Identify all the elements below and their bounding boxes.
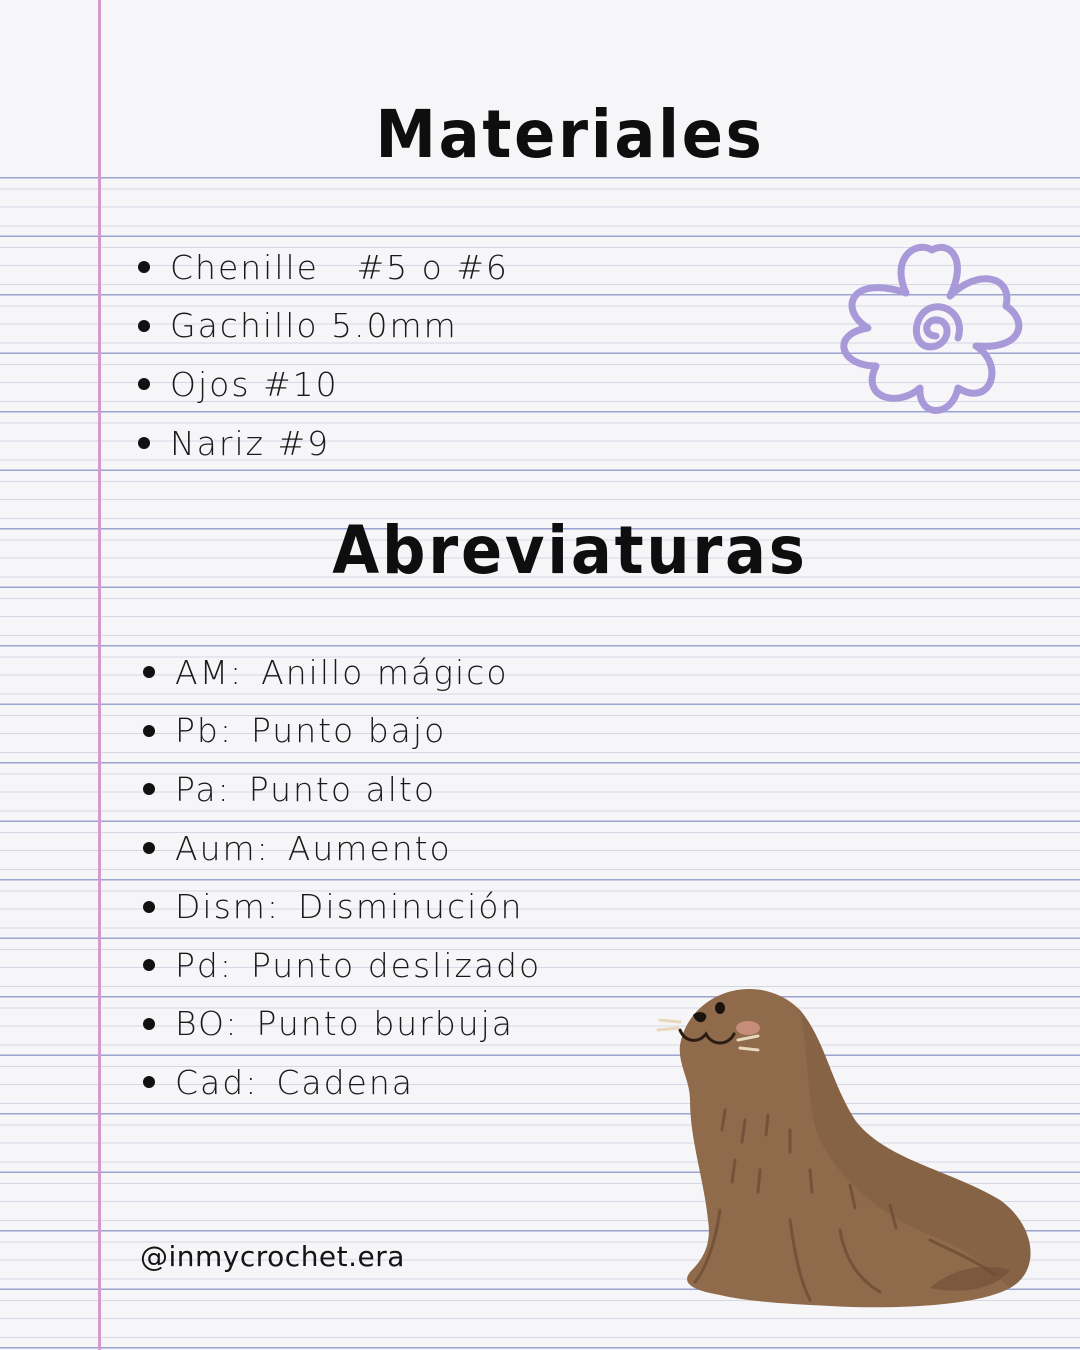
abbreviation-code: Cad: (175, 1062, 259, 1102)
abbreviations-list (143, 643, 541, 1112)
bullet-icon (143, 959, 155, 971)
sea-lion-illustration (650, 970, 1050, 1320)
abbreviation-code: Pd: (175, 945, 233, 985)
abbreviation-meaning: Punto bajo (250, 711, 447, 751)
list-item (143, 1053, 541, 1112)
list-item (143, 643, 541, 702)
material-label: Gachillo 5.0mm (170, 306, 458, 346)
abbreviation-code: Pa: (175, 769, 231, 809)
list-item (143, 936, 541, 995)
material-label: Chenille #5 o #6 (170, 247, 509, 287)
bullet-icon (138, 378, 150, 390)
material-label: Ojos #10 (170, 364, 339, 404)
abbreviation-code: Dism: (175, 887, 281, 927)
abbreviation-meaning: Aumento (287, 828, 452, 868)
abbreviation-meaning: Punto deslizado (250, 945, 542, 985)
abbreviation-code: BO: (175, 1004, 239, 1044)
list-item (143, 819, 541, 878)
abbreviation-meaning: Punto alto (248, 769, 437, 809)
bullet-icon (138, 437, 150, 449)
author-handle: @inmycrochet.era (140, 1240, 405, 1273)
bullet-icon (143, 1018, 155, 1030)
abbreviation-meaning: Punto burbuja (256, 1004, 514, 1044)
list-item (143, 995, 541, 1054)
list-item (138, 297, 509, 356)
bullet-icon (143, 901, 155, 913)
list-item (138, 355, 509, 414)
abbreviation-meaning: Cadena (276, 1062, 414, 1102)
list-item (143, 760, 541, 819)
list-item (143, 877, 541, 936)
list-item (143, 702, 541, 761)
flower-icon (828, 238, 1038, 438)
bullet-icon (138, 320, 150, 332)
materiales-heading: Materiales (375, 96, 765, 173)
bullet-icon (138, 261, 150, 273)
materials-list (138, 238, 509, 472)
list-item (138, 414, 509, 473)
list-item (138, 238, 509, 297)
abbreviation-meaning: Disminución (298, 887, 524, 927)
bullet-icon (143, 1076, 155, 1088)
abreviaturas-heading: Abreviaturas (332, 512, 808, 589)
bullet-icon (143, 842, 155, 854)
abbreviation-code: Pb: (175, 711, 233, 751)
abbreviation-code: AM: (175, 652, 244, 692)
abbreviation-meaning: Anillo mágico (261, 652, 509, 692)
abbreviation-code: Aum: (175, 828, 270, 868)
material-label: Nariz #9 (170, 423, 331, 463)
bullet-icon (143, 666, 155, 678)
bullet-icon (143, 783, 155, 795)
notebook-margin-line (98, 0, 101, 1350)
bullet-icon (143, 725, 155, 737)
